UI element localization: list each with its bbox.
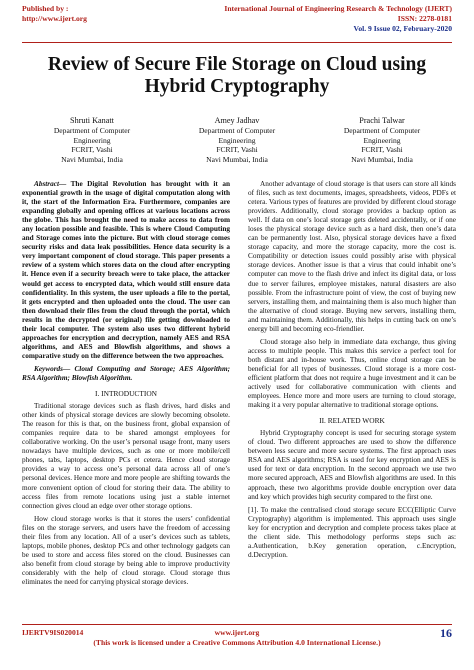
author-city: Navi Mumbai, India (61, 154, 123, 164)
author-name: Prachi Talwar (359, 116, 405, 125)
publication-header (22, 4, 452, 44)
paper-id: IJERTV9IS020014 (22, 628, 84, 637)
author-2 (167, 116, 307, 164)
section-heading-introduction: I. INTRODUCTION (95, 389, 157, 399)
intro-paragraph-2: How cloud storage works is that it stores the users’ confidential files on the storage servers, and users have the freedom of accessing their files from any location. All of a user’s devices such as tablets, laptops, mobile phones, desktop PCs and other technology gadgets can be used to store and access files stored on the cloud. Businesses can also benefit from cloud storage by being able to improve productivity considerably with the help of cloud storage. Cloud storage thus eliminates the need for carrying physical storage devices. (22, 514, 230, 586)
page-number: 16 (440, 626, 452, 640)
journal-name: International Journal of Engineering Research & Technology (IJERT) (224, 4, 452, 13)
paper-title: Review of Secure File Storage on Cloud using Hybrid Cryptography (47, 54, 427, 97)
header-rule (22, 42, 452, 43)
author-name: Amey Jadhav (214, 116, 260, 125)
author-dept: Department of Computer (343, 126, 421, 136)
author-city: Navi Mumbai, India (351, 154, 413, 164)
intro-paragraph-1: Traditional storage devices such as flash drives, hard disks and other kinds of physical storage devices are slowly becoming obsolete. The reason for this is that, on the business front, global expansion of companies require data to be shared amongst employees for collaborative working. On the user’s personal usage front, many users nowadays have multiple devices, such as one or more mobile/cell phones, tabs, laptops, desktop PCs et cetera. Hence cloud storage provides a way to access one’s personal data across all of one’s personal devices. Hence more and more people are shifting towards the more convenient option of cloud for storing their data. The ability to access files from remote locations using just a stable internet connection gives cloud an edge over other storage options. (22, 402, 230, 510)
author-3 (312, 116, 452, 164)
author-dept: Department of Computer (198, 126, 276, 136)
page-footer (22, 628, 452, 658)
footer-rule (22, 624, 452, 625)
intro-paragraph-3: Another advantage of cloud storage is that users can store all kinds of files, such as text documents, images, spreadsheets, videos, PDFs et cetera. Various types of features are provided by different cloud storage providers. Additionally, cloud storage provides a backup option as well. If data on one’s local storage gets deleted accidentally, or if one loses the physical storage device such as a hard disk, then one’s data can be permanently lost. Also, physical storage devices have a fixed storage capacity, and more the storage capacity, more the cost is. Compatibility or detection issues could possibly arise with physical storage devices. Another issue is that a virus that could inhabit one’s computer can move to the flash drive and infect its digital data, or loss due to server failures, employee mistakes, natural disasters are also possible. From the infrastructure point of view, the cost of buying new servers, installing them, and maintaining them is also much higher than the alternative of cloud storage. Buying new servers, installing them, and maintaining them. Additionally, this helps in cutting back on one’s energy bill and becoming eco-friendlier. (248, 180, 456, 333)
author-institution: FCRIT, Vashi (361, 145, 403, 155)
author-name: Shruti Kanatt (70, 116, 114, 125)
abstract (22, 180, 230, 361)
abstract-text: The Digital Revolution has brought with it an exponential growth in the usage of digital computation along with it, the start of the Information Era. Furthermore, companies are expanding globally and opening offices at various locations across the globe. This has brought the need to make access to data from any location possible and feasible. This is where Cloud Computing and Storage comes into the picture. But with cloud storage comes security risks and data leak possibilities. Hence data security is a very important component of cloud storage. This paper presents a review of a system which stores data on the cloud after encrypting it. Hence even if a security breach were to take place, the attacker would get access to encrypted data, which would still ensure data confidentiality. In this system, the user uploads a file to the portal, it gets encrypted and then uploaded onto the cloud. The user can then download their files from the cloud through the portal, which results in the decrypted (or original) file getting downloaded to their local computer. The system also uses two different hybrid approaches for encryption and decryption, namely AES and RSA algorithms, and AES and Blowfish algorithms, and shows a comparative study on the difference between the two approaches. (22, 180, 230, 360)
journal-block (224, 4, 452, 34)
journal-issue: Vol. 9 Issue 02, February-2020 (353, 24, 452, 33)
intro-paragraph-4: Cloud storage also help in immediate data exchange, thus giving access to multiple people. This makes this service a perfect tool for both distant and in-house work. Thus, online cloud storage can be beneficial for all types of businesses. Cloud storage is a more cost-efficient platform that does not require a huge investment and it can be actively used for collaborative communication with clients and employees. Hence more and more users are turning to cloud storage, making it a very popular alternative to traditional storage options. (248, 337, 456, 410)
left-column (22, 180, 230, 591)
author-dept: Department of Computer (53, 126, 131, 136)
journal-issn: ISSN: 2278-0181 (397, 14, 452, 23)
section-heading-related-work: II. RELATED WORK (319, 416, 385, 426)
publisher-block (22, 4, 87, 24)
footer-website[interactable]: www.ijert.org (214, 628, 260, 637)
footer-center (22, 628, 452, 648)
author-institution: FCRIT, Vashi (216, 145, 258, 155)
author-city: Navi Mumbai, India (206, 154, 268, 164)
author-dept-2: Engineering (73, 135, 111, 145)
author-1 (22, 116, 162, 164)
author-dept-2: Engineering (363, 135, 401, 145)
author-dept-2: Engineering (218, 135, 256, 145)
abstract-label: Abstract— (34, 180, 67, 188)
publisher-website[interactable]: http://www.ijert.org (22, 14, 87, 23)
author-list (22, 116, 452, 176)
keywords: Keywords— Cloud Computing and Storage; AES Algorithm; RSA Algorithm; Blowfish Algorithm. (22, 364, 230, 382)
related-paragraph-1: Hybrid Cryptography concept is used for securing storage system of cloud. Two different approaches are used to show the difference between less secure and more secure systems. The first approach uses RSA and AES algorithms; RSA is used for key encryption and AES is used for text or data encryption. In the second approach we use two more secured approach, AES and Blowfish algorithms are used. In this approach, these two algorithms provide double encryption over data and key which provides high security compared to the first one. (248, 429, 456, 501)
author-institution: FCRIT, Vashi (71, 145, 113, 155)
license-text: (This work is licensed under a Creative Commons Attribution 4.0 International License.) (93, 638, 381, 647)
related-paragraph-2: [1]. To make the centralised cloud storage secure ECC(Elliptic Curve Cryptography) algorithm is implemented. This approach uses single key for encryption and decryption and complete process takes place at the client side. This methodology performs steps such as: a.Authentication, b.Key generation operation, c.Encryption, d.Decryption. (248, 505, 456, 559)
right-column (248, 180, 456, 564)
published-by: Published by : (22, 4, 69, 13)
